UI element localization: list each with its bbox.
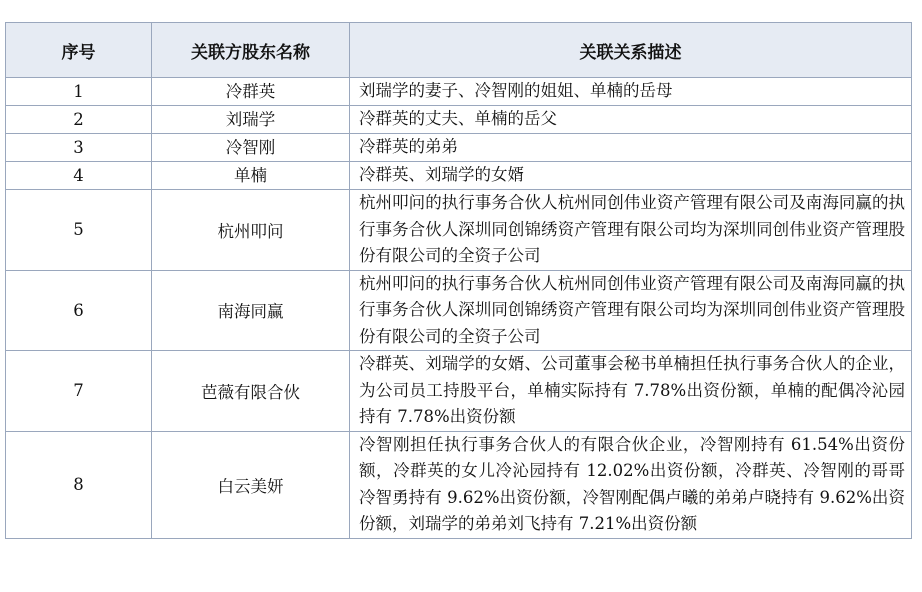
related-party-table bbox=[5, 22, 912, 539]
table-row bbox=[6, 162, 912, 190]
table-row bbox=[6, 134, 912, 162]
row-shareholder-name: 冷智刚 bbox=[152, 134, 350, 162]
table-row bbox=[6, 270, 912, 351]
table-row bbox=[6, 190, 912, 271]
row-shareholder-name: 白云美妍 bbox=[152, 431, 350, 538]
header-relationship: 关联关系描述 bbox=[350, 23, 912, 78]
row-relationship: 刘瑞学的妻子、冷智刚的姐姐、单楠的岳母 bbox=[350, 78, 912, 106]
row-index: 6 bbox=[6, 270, 152, 351]
header-index: 序号 bbox=[6, 23, 152, 78]
table-row bbox=[6, 78, 912, 106]
row-shareholder-name: 单楠 bbox=[152, 162, 350, 190]
table-row bbox=[6, 351, 912, 432]
row-index: 5 bbox=[6, 190, 152, 271]
row-relationship: 冷群英的丈夫、单楠的岳父 bbox=[350, 106, 912, 134]
row-relationship: 冷群英、刘瑞学的女婿、公司董事会秘书单楠担任执行事务合伙人的企业，为公司员工持股平台，单楠实际持有 7.78%出资份额，单楠的配偶冷沁园持有 7.78%出资份额 bbox=[350, 351, 912, 432]
row-shareholder-name: 刘瑞学 bbox=[152, 106, 350, 134]
row-relationship: 冷群英的弟弟 bbox=[350, 134, 912, 162]
table-row bbox=[6, 431, 912, 538]
table-row bbox=[6, 106, 912, 134]
row-relationship: 冷智刚担任执行事务合伙人的有限合伙企业，冷智刚持有 61.54%出资份额，冷群英的女儿冷沁园持有 12.02%出资份额，冷群英、冷智刚的哥哥冷智勇持有 9.62%出资份额，冷智刚配偶卢曦的弟弟卢晓持有 9.62%出资份额，刘瑞学的弟弟刘飞持有 7.21%出资份额 bbox=[350, 431, 912, 538]
row-relationship: 冷群英、刘瑞学的女婿 bbox=[350, 162, 912, 190]
header-shareholder-name: 关联方股东名称 bbox=[152, 23, 350, 78]
row-index: 4 bbox=[6, 162, 152, 190]
table-header-row bbox=[6, 23, 912, 78]
row-index: 7 bbox=[6, 351, 152, 432]
row-index: 2 bbox=[6, 106, 152, 134]
row-shareholder-name: 杭州叩问 bbox=[152, 190, 350, 271]
row-index: 1 bbox=[6, 78, 152, 106]
row-index: 3 bbox=[6, 134, 152, 162]
row-shareholder-name: 芭薇有限合伙 bbox=[152, 351, 350, 432]
row-shareholder-name: 冷群英 bbox=[152, 78, 350, 106]
row-relationship: 杭州叩问的执行事务合伙人杭州同创伟业资产管理有限公司及南海同赢的执行事务合伙人深圳同创锦绣资产管理有限公司均为深圳同创伟业资产管理股份有限公司的全资子公司 bbox=[350, 190, 912, 271]
row-index: 8 bbox=[6, 431, 152, 538]
row-relationship: 杭州叩问的执行事务合伙人杭州同创伟业资产管理有限公司及南海同赢的执行事务合伙人深圳同创锦绣资产管理有限公司均为深圳同创伟业资产管理股份有限公司的全资子公司 bbox=[350, 270, 912, 351]
row-shareholder-name: 南海同赢 bbox=[152, 270, 350, 351]
